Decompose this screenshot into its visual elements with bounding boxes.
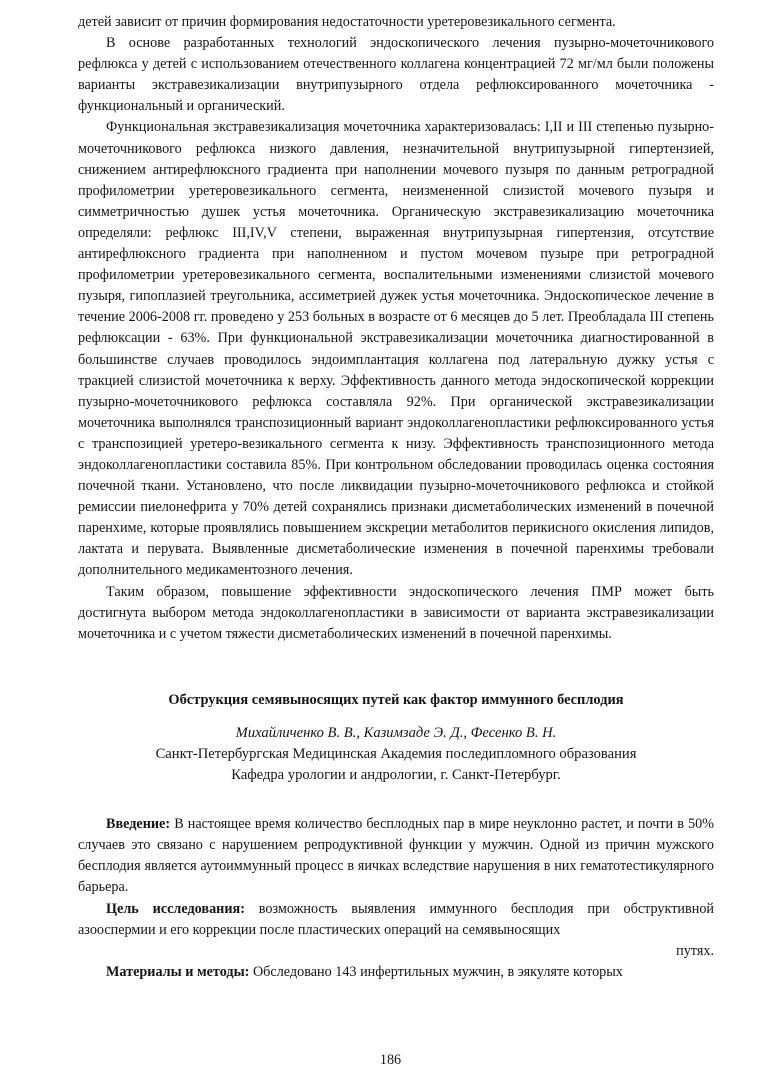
- introduction-text: В настоящее время количество бесплодных пар в мире неуклонно растет, и почти в 50% случаев это связано с нарушением репродуктивной функции у мужчин. Одной из причин мужского бесплодия является аутоиммунный процесс в яичках вследствие нарушения в них гематотестикулярного барьера.: [78, 816, 715, 896]
- paragraph-methods: [78, 962, 714, 983]
- page-number: 186: [379, 1052, 402, 1068]
- article-department: Кафедра урологии и андрологии, г. Санкт-Петербург.: [231, 767, 561, 784]
- paragraph-continuation: детей зависит от причин формирования недостаточности уретеровезикального сегмента.: [78, 14, 616, 30]
- article-title: Обструкция семявыносящих путей как фактор иммунного бесплодия: [168, 691, 624, 708]
- article-affiliation: Санкт-Петербургская Медицинская Академия последипломного образования: [155, 746, 637, 762]
- page-body: [78, 12, 714, 983]
- aim-text: возможность выявления иммунного бесплодия при обструктивной азооспермии и его коррекции после пластических операций на семявыносящих: [78, 900, 715, 938]
- aim-end: путях.: [676, 942, 714, 959]
- paragraph-technologies: В основе разработанных технологий эндоскопического лечения пузырно-мочеточникового рефлюкса у детей с использованием отечественного коллагена концентрацией 72 мг/мл были положены варианты экстравезикализации внутрипузырного отдела рефлюксированного мочеточника - функциональный и органический.: [78, 35, 714, 115]
- article-authors: Михайличенко В. В., Казимзаде Э. Д., Фесенко В. Н.: [235, 724, 557, 741]
- paragraph-introduction: [78, 814, 714, 898]
- methods-label: Материалы и методы:: [106, 963, 250, 980]
- paragraph-conclusion: Таким образом, повышение эффективности эндоскопического лечения ПМР может быть достигнута выбором метода эндоколлагенопластики в зависимости от варианта экстравезикализации мочеточника и с учетом тяжести дисметаболических изменений в почечной паренхимы.: [78, 583, 714, 642]
- introduction-label: Введение:: [106, 816, 171, 833]
- paragraph-aim: [78, 899, 714, 941]
- aim-label: Цель исследования:: [106, 900, 245, 917]
- methods-text: Обследовано 143 инфертильных мужчин, в эякуляте которых: [252, 963, 623, 980]
- paragraph-functional: Функциональная экстравезикализация мочеточника характеризовалась: I,II и III степенью пузырно-мочеточникового рефлюкса низкого давления, незначительной внутрипузырной гипертензией, снижением антирефлюксного градиента при наполнении мочевого пузыря по данным ретроградной профилометрии уретеровезикального сегмента, неизмененной слизистой мочевого пузыря и симметричностью душек устья мочеточника. Органическую экстравезикализацию мочеточника определяли: рефлюкс III,IV,V степени, выраженная внутрипузырная гипертензия, отсутствие антирефлюксного градиента при наполненном и пустом мочевом пузыре при ретроградной профилометрии уретеровезикального сегмента, воспалительными изменениями слизистой мочевого пузыря, гипоплазией треугольника, ассиметрией дужек устья мочеточника. Эндоскопическое лечение в течение 2006-2008 гг. проведено у 253 больных в возрасте от 6 месяцев до 5 лет. Преобладала III степень рефлюксации - 63%. При функциональной экстравезикализации мочеточника диагностированной в большинстве случаев проводилось эндоимплантация коллагена под латеральную дужку устья с тракцией слизистой мочеточника к верху. Эффективность данного метода эндоскопической коррекции пузырно-мочеточникового рефлюкса составляла 92%. При органической экстравезикализации мочеточника выполнялся транспозиционный вариант эндоколлагенопластики рефлюксированного устья с транспозицией уретеро-везикального сегмента к низу. Эффективность транспозиционного метода эндоколлагенопластики составила 85%. При контрольном обследовании проводилась оценка состояния почечной ткани. Установлено, что после ликвидации пузырно-мочеточникового рефлюкса и стойкой ремиссии пиелонефрита у 70% детей сохранялись признаки дисметаболических изменений в почечной паренхиме, которые проявлялись повышением экскреции метаболитов перикисного окисления липидов, лактата и перувата. Выявленные дисметаболические изменения в почечной паренхимы требовали дополнительного медикаментозного лечения.: [78, 119, 714, 579]
